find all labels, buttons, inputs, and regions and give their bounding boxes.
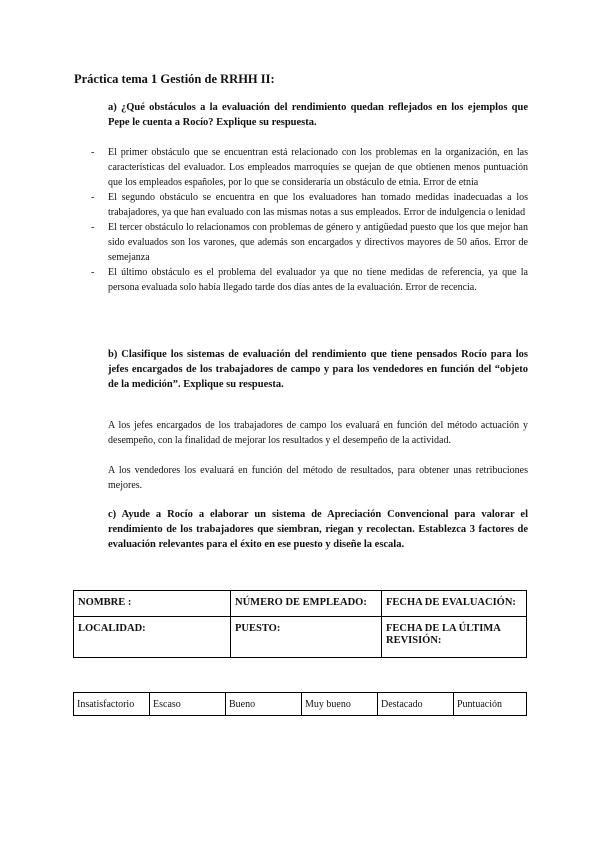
employee-info-table <box>73 590 527 658</box>
page-title: Práctica tema 1 Gestión de RRHH II: <box>74 72 275 86</box>
answer-b-paragraph-1: A los jefes encargados de los trabajadores de campo los evaluará en función del método actuación y desempeño, con la finalidad de mejorar los resultados y el desempeño de la actividad. <box>108 420 528 446</box>
cell-fecha-revision: FECHA DE LA ÚLTIMA REVISIÓN: <box>382 617 527 658</box>
cell-puesto: PUESTO: <box>231 617 382 658</box>
scale-cell: Escaso <box>150 693 226 716</box>
cell-localidad: LOCALIDAD: <box>74 617 231 658</box>
table-row <box>74 617 527 658</box>
question-a: a) ¿Qué obstáculos a la evaluación del rendimiento quedan reflejados en los ejemplos que Pepe le cuenta a Rocío? Explique su respuesta. <box>108 102 528 128</box>
question-c: c) Ayude a Rocío a elaborar un sistema de Apreciación Convencional para valorar el rendimiento de los trabajadores que siembran, riegan y recolectan. Establezca 3 factores de evaluación relevantes para el éxito en ese puesto y diseñe la escala. <box>108 509 528 550</box>
table-row <box>74 693 527 716</box>
cell-numero-empleado: NÚMERO DE EMPLEADO: <box>231 591 382 617</box>
scale-cell: Bueno <box>226 693 302 716</box>
question-b: b) Clasifique los sistemas de evaluación del rendimiento que tiene pensados Rocío para los jefes encargados de los trabajadores de campo y para los vendedores en función del “objeto de la medición”. Explique su respuesta. <box>108 349 528 390</box>
list-item: - El segundo obstáculo se encuentra en que los evaluadores han tomado medidas inadecuadas a los trabajadores, ya que han evaluado con las mismas notas a sus empleados. Error de indulgencia o lenidad <box>91 190 528 220</box>
scale-cell: Insatisfactorio <box>74 693 150 716</box>
list-item: - El primer obstáculo que se encuentran está relacionado con los problemas en la organización, en las características del evaluador. Los empleados marroquíes se quejan de que obtienen menos puntuación que los empleados españoles, por lo que se consideraría un obstáculo de etnia. Error de etnia <box>91 145 528 190</box>
rating-scale-table <box>73 692 527 716</box>
answer-a-list <box>91 145 528 295</box>
table-row <box>74 591 527 617</box>
list-item: - El último obstáculo es el problema del evaluador ya que no tiene medidas de referencia, ya que la persona evaluada solo había llegado tarde dos días antes de la evaluación. Error de recencia. <box>91 265 528 295</box>
scale-cell: Muy bueno <box>302 693 378 716</box>
answer-b-paragraph-2: A los vendedores los evaluará en función del método de resultados, para obtener unas retribuciones mejores. <box>108 465 528 491</box>
scale-cell: Puntuación <box>454 693 527 716</box>
list-item: - El tercer obstáculo lo relacionamos con problemas de género y antigüedad puesto que los que mejor han sido evaluados son los varones, que además son encargados y directivos mayores de 50 años. Error de semejanza <box>91 220 528 265</box>
scale-cell: Destacado <box>378 693 454 716</box>
cell-fecha-evaluacion: FECHA DE EVALUACIÓN: <box>382 591 527 617</box>
cell-nombre: NOMBRE : <box>74 591 231 617</box>
